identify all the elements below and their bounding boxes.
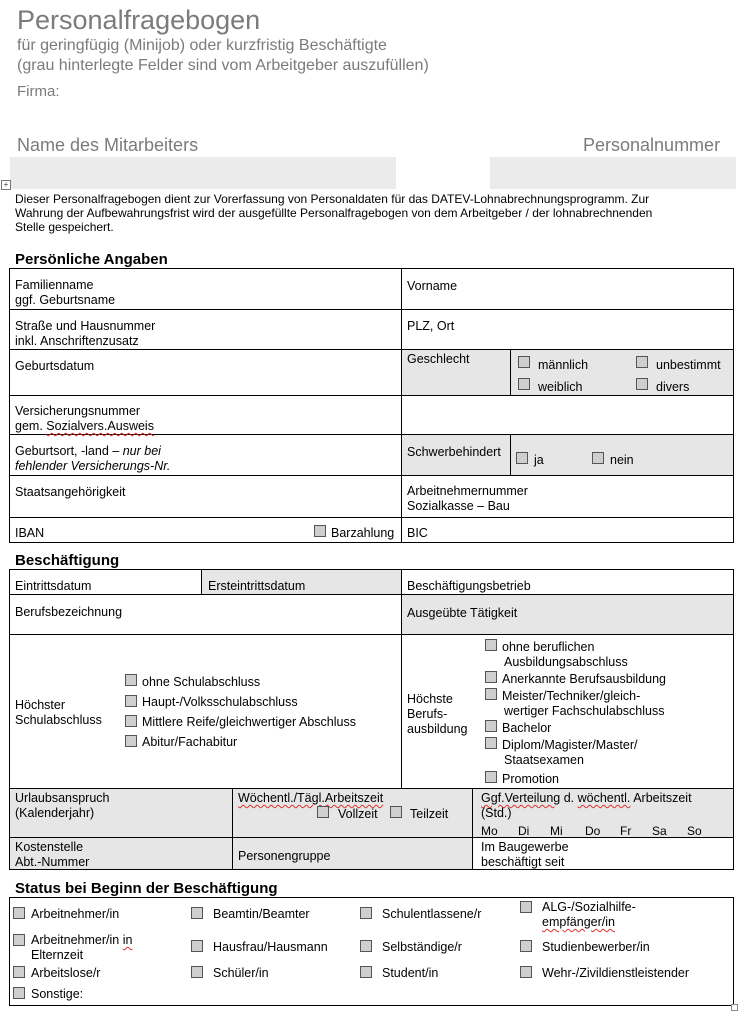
schulentlassene-checkbox[interactable] bbox=[360, 907, 372, 919]
geburtsdatum-label: Geburtsdatum bbox=[15, 359, 95, 373]
maennlich-label: männlich bbox=[538, 358, 589, 372]
beamtin-label: Beamtin/Beamter bbox=[213, 907, 310, 921]
voc-option-label-2: Anerkannte Berufsausbildung bbox=[502, 672, 667, 686]
intro-line-1: Dieser Personalfragebogen dient zur Vorerfassung von Personaldaten für das DATEV-Lohnabrechnungsprogramm. Zur bbox=[15, 192, 650, 206]
voc-option-label-6: Promotion bbox=[502, 772, 559, 786]
elternzeit-label: Arbeitnehmer/in in Elternzeit bbox=[31, 933, 133, 962]
arbeitslose-label: Arbeitslose/r bbox=[31, 966, 101, 980]
subtitle-1: für geringfügig (Minijob) oder kurzfristig Beschäftigte bbox=[17, 37, 387, 54]
voc-option-checkbox-2[interactable] bbox=[485, 671, 497, 683]
arbeitnehmer-checkbox[interactable] bbox=[13, 907, 25, 919]
teilzeit-checkbox[interactable] bbox=[390, 806, 402, 818]
studienbewerber-label: Studienbewerber/in bbox=[542, 940, 650, 954]
day-di: Di bbox=[518, 824, 530, 838]
alg-label: ALG-/Sozialhilfe- empfänger/in bbox=[542, 900, 636, 929]
sonstige-checkbox[interactable] bbox=[13, 987, 25, 999]
schulabschluss-label: Höchster Schulabschluss bbox=[15, 698, 102, 727]
student-label: Student/in bbox=[382, 966, 439, 980]
subtitle-2: (grau hinterlegte Felder sind vom Arbeitgeber auszufüllen) bbox=[17, 57, 429, 74]
hausfrau-label: Hausfrau/Hausmann bbox=[213, 940, 328, 954]
selbstaendige-label: Selbständige/r bbox=[382, 940, 462, 954]
weiblich-checkbox[interactable] bbox=[518, 378, 530, 390]
plz-label: PLZ, Ort bbox=[407, 319, 455, 333]
student-checkbox[interactable] bbox=[360, 966, 372, 978]
studienbewerber-checkbox[interactable] bbox=[520, 940, 532, 952]
wehr-checkbox[interactable] bbox=[520, 966, 532, 978]
barzahlung-label: Barzahlung bbox=[331, 526, 395, 540]
day-sa: Sa bbox=[652, 824, 667, 838]
school-option-checkbox-4[interactable] bbox=[125, 735, 137, 747]
school-option-label-4: Abitur/Fachabitur bbox=[142, 735, 238, 749]
barzahlung-checkbox[interactable] bbox=[314, 525, 326, 537]
verteilung-label: Ggf.Verteilung d. wöchentl. Arbeitszeit (Std.) bbox=[481, 791, 692, 820]
arbeitslose-checkbox[interactable] bbox=[13, 966, 25, 978]
bic-label: BIC bbox=[407, 526, 428, 540]
nein-label: nein bbox=[610, 453, 634, 467]
hausfrau-checkbox[interactable] bbox=[191, 940, 203, 952]
school-option-checkbox-3[interactable] bbox=[125, 715, 137, 727]
berufsbezeichnung-label: Berufsbezeichnung bbox=[15, 605, 123, 619]
table-move-handle-icon[interactable]: + bbox=[1, 180, 11, 190]
name-field[interactable] bbox=[10, 157, 396, 189]
page-title: Personalfragebogen bbox=[17, 5, 261, 35]
geschlecht-label: Geschlecht bbox=[407, 352, 470, 366]
table-resize-handle[interactable] bbox=[731, 1004, 738, 1011]
beamtin-checkbox[interactable] bbox=[191, 907, 203, 919]
iban-label: IBAN bbox=[15, 526, 45, 540]
voc-option-checkbox-6[interactable] bbox=[485, 771, 497, 783]
school-option-label-3: Mittlere Reife/gleichwertiger Abschluss bbox=[142, 715, 356, 729]
vorname-label: Vorname bbox=[407, 279, 458, 293]
ersteintrittsdatum-label: Ersteintrittsdatum bbox=[208, 579, 306, 593]
section-status-heading: Status bei Beginn der Beschäftigung bbox=[15, 880, 278, 897]
intro-text bbox=[15, 192, 652, 234]
elternzeit-checkbox[interactable] bbox=[13, 934, 25, 946]
maennlich-checkbox[interactable] bbox=[518, 356, 530, 368]
day-mo: Mo bbox=[481, 824, 498, 838]
day-do: Do bbox=[585, 824, 601, 838]
voc-option-checkbox-5[interactable] bbox=[485, 737, 497, 749]
baugewerbe-label: Im Baugewerbe beschäftigt seit bbox=[481, 840, 569, 869]
schwerbehindert-label: Schwerbehindert bbox=[407, 445, 501, 459]
staatsangehoerigkeit-label: Staatsangehörigkeit bbox=[15, 485, 126, 499]
teilzeit-label: Teilzeit bbox=[410, 807, 449, 821]
unbestimmt-label: unbestimmt bbox=[656, 358, 721, 372]
day-so: So bbox=[687, 824, 702, 838]
day-fr: Fr bbox=[620, 824, 632, 838]
day-mi: Mi bbox=[550, 824, 563, 838]
urlaubsanspruch-label: Urlaubsanspruch (Kalenderjahr) bbox=[15, 791, 110, 820]
divers-label: divers bbox=[656, 380, 690, 394]
geburtsort-label: Geburtsort, -land – nur bei fehlender Versicherungs-Nr. bbox=[15, 444, 171, 473]
voc-option-label-3: Meister/Techniker/gleich- wertiger Fachschulabschluss bbox=[502, 689, 665, 718]
section-employment-heading: Beschäftigung bbox=[15, 552, 120, 569]
personalnummer-label: Personalnummer bbox=[583, 135, 721, 155]
voc-option-label-1: ohne beruflichen Ausbildungsabschluss bbox=[502, 640, 628, 669]
unbestimmt-checkbox[interactable] bbox=[636, 356, 648, 368]
school-option-label-1: ohne Schulabschluss bbox=[142, 675, 261, 689]
intro-line-2: Wahrung der Aufbewahrungsfrist wird der ausgefüllte Personalfragebogen von dem Arbeitgeber / der lohnabrechnenden bbox=[15, 206, 653, 220]
firma-label: Firma: bbox=[17, 83, 60, 100]
name-label: Name des Mitarbeiters bbox=[17, 135, 199, 155]
school-option-checkbox-2[interactable] bbox=[125, 695, 137, 707]
schulentlassene-label: Schulentlassene/r bbox=[382, 907, 482, 921]
berufsausbildung-label: Höchste Berufs- ausbildung bbox=[407, 692, 468, 736]
arbeitnehmer-label: Arbeitnehmer/in bbox=[31, 907, 120, 921]
personengruppe-label: Personengruppe bbox=[238, 849, 331, 863]
kostenstelle-label: Kostenstelle Abt.-Nummer bbox=[15, 840, 90, 869]
eintrittsdatum-label: Eintrittsdatum bbox=[15, 579, 92, 593]
versicherungsnummer-label: Versicherungsnummer gem. Sozialvers.Ausweis bbox=[15, 404, 154, 433]
wehr-label: Wehr-/Zivildienstleistender bbox=[542, 966, 690, 980]
divers-checkbox[interactable] bbox=[636, 378, 648, 390]
ja-checkbox[interactable] bbox=[516, 452, 528, 464]
voc-option-checkbox-4[interactable] bbox=[485, 720, 497, 732]
beschaeftigungsbetrieb-label: Beschäftigungsbetrieb bbox=[407, 579, 531, 593]
selbstaendige-checkbox[interactable] bbox=[360, 940, 372, 952]
strasse-label: Straße und Hausnummer inkl. Anschriftenzusatz bbox=[15, 319, 156, 348]
weiblich-label: weiblich bbox=[538, 380, 583, 394]
voc-option-checkbox-1[interactable] bbox=[485, 639, 497, 651]
voc-option-label-4: Bachelor bbox=[502, 721, 552, 735]
schueler-checkbox[interactable] bbox=[191, 966, 203, 978]
alg-checkbox[interactable] bbox=[520, 901, 532, 913]
voc-option-label-5: Diplom/Magister/Master/ Staatsexamen bbox=[502, 738, 638, 767]
arbeitnehmernummer-label: Arbeitnehmernummer Sozialkasse – Bau bbox=[407, 484, 528, 513]
personalnummer-field[interactable] bbox=[490, 157, 736, 189]
ja-label: ja bbox=[534, 453, 544, 467]
school-option-label-2: Haupt-/Volksschulabschluss bbox=[142, 695, 298, 709]
nein-checkbox[interactable] bbox=[592, 452, 604, 464]
voc-option-checkbox-3[interactable] bbox=[485, 688, 497, 700]
sonstige-label: Sonstige: bbox=[31, 987, 84, 1001]
section-personal-heading: Persönliche Angaben bbox=[15, 251, 168, 268]
arbeitszeit-label: Wöchentl./Tägl.Arbeitszeit bbox=[238, 791, 384, 805]
intro-line-3: Stelle gespeichert. bbox=[15, 220, 114, 234]
vollzeit-label: Vollzeit bbox=[338, 807, 378, 821]
vollzeit-checkbox[interactable] bbox=[317, 806, 329, 818]
schueler-label: Schüler/in bbox=[213, 966, 269, 980]
taetigkeit-label: Ausgeübte Tätigkeit bbox=[407, 606, 518, 620]
school-option-checkbox-1[interactable] bbox=[125, 674, 137, 686]
familienname-label: Familienname ggf. Geburtsname bbox=[15, 278, 116, 307]
